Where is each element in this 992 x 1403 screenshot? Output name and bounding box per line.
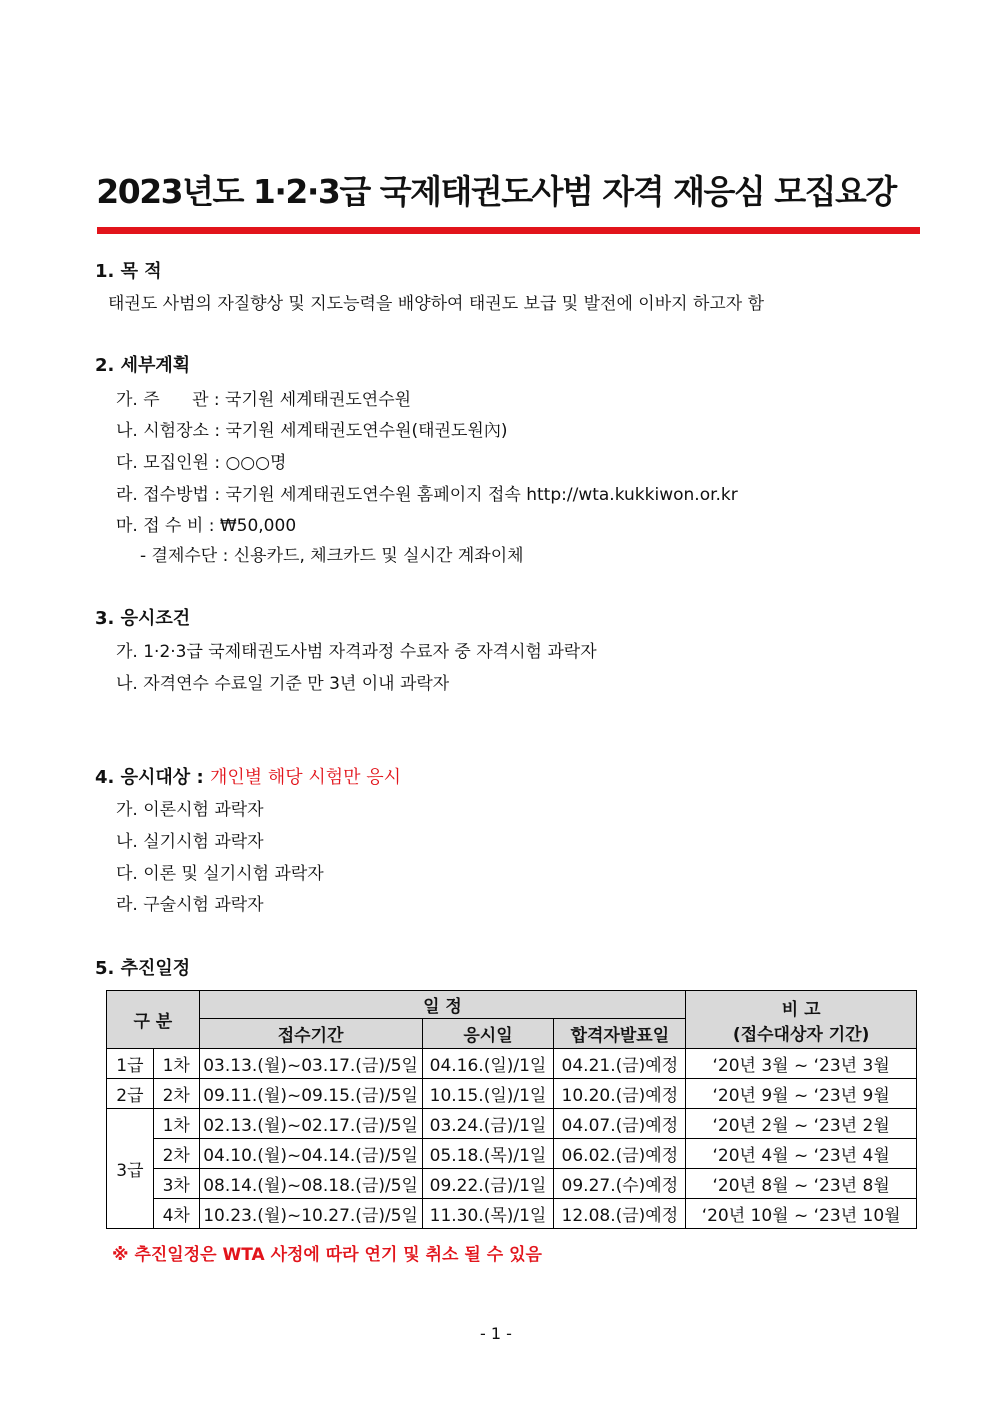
cell-remark: ‘20년 10월 ~ ‘23년 10월 — [686, 1199, 917, 1229]
schedule-table — [106, 990, 917, 1229]
cell-round: 3차 — [153, 1169, 199, 1199]
cell-result: 06.02.(금)예정 — [554, 1139, 686, 1169]
section4-label: 4. 응시대상 : — [95, 767, 204, 788]
cell-exam: 09.22.(금)/1일 — [422, 1169, 554, 1199]
cell-round: 2차 — [153, 1139, 199, 1169]
section4-item: 다. 이론 및 실기시험 과락자 — [116, 864, 324, 884]
cell-grade: 1급 — [107, 1049, 154, 1079]
section4-item: 가. 이론시험 과락자 — [116, 800, 264, 820]
table-row — [107, 1169, 917, 1199]
cell-exam: 04.16.(일)/1일 — [422, 1049, 554, 1079]
document-title: 2023년도 1·2·3급 국제태권도사범 자격 재응심 모집요강 — [96, 172, 896, 211]
cell-round: 2차 — [153, 1079, 199, 1109]
header-schedule: 일 정 — [199, 991, 686, 1019]
cell-registration: 10.23.(월)~10.27.(금)/5일 — [199, 1199, 422, 1229]
section4-item: 나. 실기시험 과락자 — [116, 832, 264, 852]
section3-item: 가. 1·2·3급 국제태권도사범 자격과정 수료자 중 자격시험 과락자 — [116, 642, 597, 662]
section2-item: 나. 시험장소 : 국기원 세계태권도연수원(태권도원內) — [116, 421, 508, 441]
cell-round: 1차 — [153, 1109, 199, 1139]
cell-registration: 09.11.(월)~09.15.(금)/5일 — [199, 1079, 422, 1109]
header-remarks-sub: (접수대상자 기간) — [732, 1024, 870, 1045]
cell-result: 12.08.(금)예정 — [554, 1199, 686, 1229]
cell-grade: 3급 — [107, 1109, 154, 1229]
cell-registration: 02.13.(월)~02.17.(금)/5일 — [199, 1109, 422, 1139]
table-row — [107, 1139, 917, 1169]
cell-remark: ‘20년 2월 ~ ‘23년 2월 — [686, 1109, 917, 1139]
section1-body: 태권도 사범의 자질향상 및 지도능력을 배양하여 태권도 보급 및 발전에 이바지 하고자 함 — [108, 294, 765, 314]
header-registration: 접수기간 — [199, 1019, 422, 1049]
table-row — [107, 1109, 917, 1139]
cell-result: 09.27.(수)예정 — [554, 1169, 686, 1199]
cell-grade: 2급 — [107, 1079, 154, 1109]
schedule-note: ※ 추진일정은 WTA 사정에 따라 연기 및 취소 될 수 있음 — [112, 1245, 542, 1265]
header-result-date: 합격자발표일 — [554, 1019, 686, 1049]
table-row — [107, 1079, 917, 1109]
cell-exam: 11.30.(목)/1일 — [422, 1199, 554, 1229]
section2-item: 가. 주 관 : 국기원 세계태권도연수원 — [116, 390, 412, 410]
section3-heading: 3. 응시조건 — [95, 608, 191, 629]
cell-result: 10.20.(금)예정 — [554, 1079, 686, 1109]
cell-remark: ‘20년 3월 ~ ‘23년 3월 — [686, 1049, 917, 1079]
section4-highlight: 개인별 해당 시험만 응시 — [209, 767, 401, 788]
table-row — [107, 1199, 917, 1229]
section4-item: 라. 구술시험 과락자 — [116, 895, 264, 915]
cell-result: 04.07.(금)예정 — [554, 1109, 686, 1139]
section5-heading: 5. 추진일정 — [95, 958, 191, 979]
section2-item: 라. 접수방법 : 국기원 세계태권도연수원 홈페이지 접속 http://wta.kukkiwon.or.kr — [116, 485, 738, 505]
cell-round: 1차 — [153, 1049, 199, 1079]
header-remarks-title: 비 고 — [781, 999, 821, 1020]
section2-item: 마. 접 수 비 : ₩50,000 — [116, 516, 297, 536]
section4-heading — [95, 763, 401, 789]
section2-heading: 2. 세부계획 — [95, 355, 191, 376]
page-number: - 1 - — [480, 1324, 512, 1343]
cell-exam: 10.15.(일)/1일 — [422, 1079, 554, 1109]
cell-exam: 03.24.(금)/1일 — [422, 1109, 554, 1139]
header-remarks — [686, 991, 917, 1049]
title-underline — [97, 227, 920, 234]
header-exam-date: 응시일 — [422, 1019, 554, 1049]
cell-remark: ‘20년 8월 ~ ‘23년 8월 — [686, 1169, 917, 1199]
cell-remark: ‘20년 4월 ~ ‘23년 4월 — [686, 1139, 917, 1169]
section2-item: 다. 모집인원 : ○○○명 — [116, 453, 287, 473]
cell-round: 4차 — [153, 1199, 199, 1229]
header-category: 구 분 — [107, 991, 200, 1049]
section3-item: 나. 자격연수 수료일 기준 만 3년 이내 과락자 — [116, 674, 450, 694]
section2-subitem: - 결제수단 : 신용카드, 체크카드 및 실시간 계좌이체 — [140, 546, 524, 566]
cell-exam: 05.18.(목)/1일 — [422, 1139, 554, 1169]
cell-registration: 08.14.(월)~08.18.(금)/5일 — [199, 1169, 422, 1199]
cell-registration: 03.13.(월)~03.17.(금)/5일 — [199, 1049, 422, 1079]
table-row — [107, 1049, 917, 1079]
section1-heading: 1. 목 적 — [95, 261, 162, 282]
cell-registration: 04.10.(월)~04.14.(금)/5일 — [199, 1139, 422, 1169]
cell-remark: ‘20년 9월 ~ ‘23년 9월 — [686, 1079, 917, 1109]
cell-result: 04.21.(금)예정 — [554, 1049, 686, 1079]
